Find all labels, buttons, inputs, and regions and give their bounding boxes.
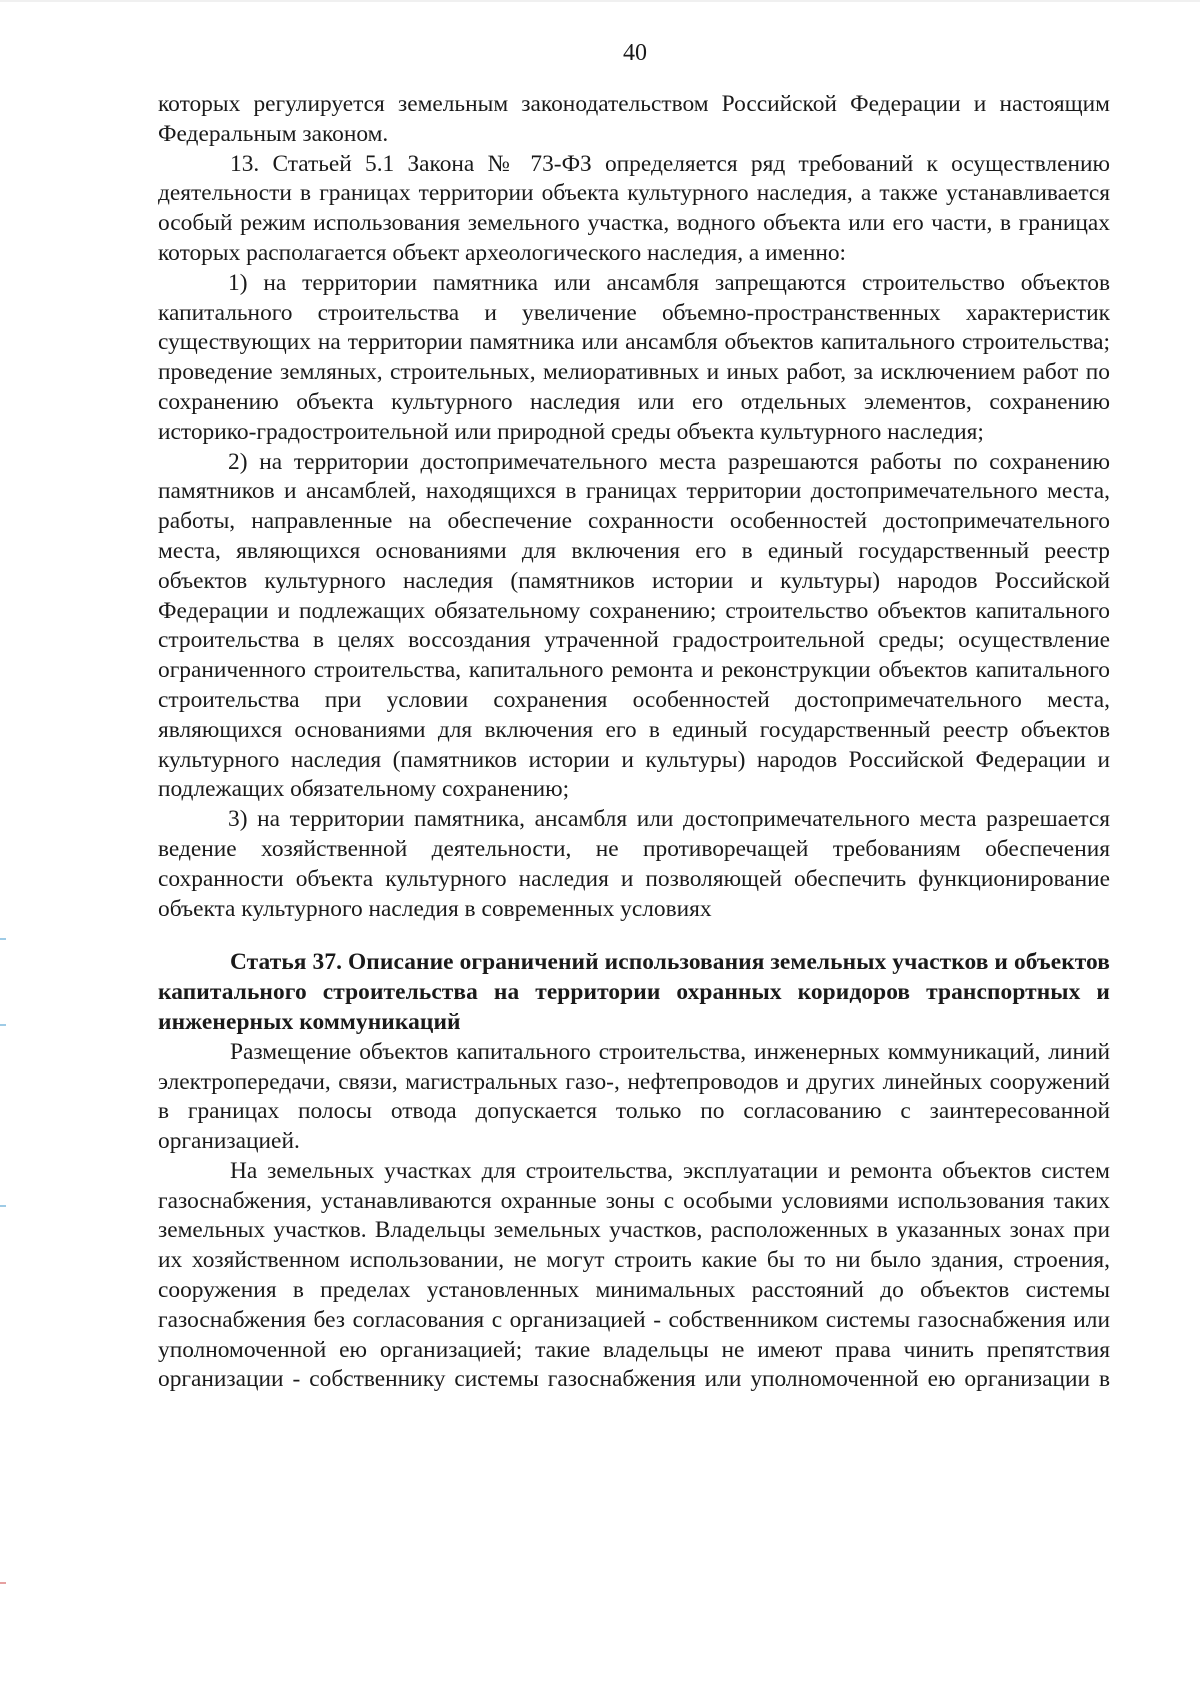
- document-body: [158, 90, 1110, 1395]
- list-item-1: 1) на территории памятника или ансамбля запрещаются строительство объектов капитального строительства и увеличение объемно-пространственных характеристик существующих на территории памятника или ансамбля объектов капитального строительства; проведение земляных, строительных, мелиоративных и иных работ, за исключением работ по сохранению объекта культурного наследия или его отдельных элементов, сохранению историко-градостроительной или природной среды объекта культурного наследия;: [158, 269, 1110, 445]
- article-heading: Статья 37. Описание ограничений использования земельных участков и объектов капитального строительства на территории охранных коридоров транспортных и инженерных коммуникаций: [158, 949, 1110, 1035]
- list-item-2: 2) на территории достопримечательного места разрешаются работы по сохранению памятников и ансамблей, находящихся в границах территории достопримечательного места, работы, направленные на обеспечение сохранности особенностей достопримечательного места, являющихся основаниями для включения его в единый государственный реестр объектов культурного наследия (памятников истории и культуры) народов Российской Федерации и подлежащих обязательному сохранению; строительство объектов капитального строительства в целях воссоздания утраченной градостроительной среды; осуществление ограниченного строительства, капитального ремонта и реконструкции объектов капитального строительства при условии сохранения особенностей достопримечательного места, являющихся основаниями для включения его в единый государственный реестр объектов культурного наследия (памятников истории и культуры) народов Российской Федерации и подлежащих обязательному сохранению;: [158, 448, 1110, 803]
- scan-margin-mark: [0, 1205, 6, 1207]
- list-item-3: 3) на территории памятника, ансамбля или достопримечательного места разрешается ведение хозяйственной деятельности, не противоречащей требованиям обеспечения сохранности объекта культурного наследия и позволяющей обеспечить функционирование объекта культурного наследия в современных условиях: [158, 806, 1110, 922]
- page-number: 40: [623, 40, 647, 66]
- paragraph-continuation: которых регулируется земельным законодательством Российской Федерации и настоящим Федеральным законом.: [158, 91, 1110, 147]
- paragraph-item-13: 13. Статьей 5.1 Закона № 73-ФЗ определяется ряд требований к осуществлению деятельности в границах территории объекта культурного наследия, а также устанавливается особый режим использования земельного участка, водного объекта или его части, в границах которых располагается объект археологического наследия, а именно:: [158, 150, 1110, 266]
- scan-edge: [0, 0, 1200, 2]
- scan-margin-mark: [0, 1582, 6, 1584]
- paragraph-placement: Размещение объектов капитального строительства, инженерных коммуникаций, линий электропередачи, связи, магистральных газо-, нефтепроводов и других линейных сооружений в границах полосы отвода допускается только по согласованию с заинтересованной организацией.: [158, 1038, 1110, 1155]
- scan-margin-mark: [0, 1024, 6, 1026]
- scan-margin-mark: [0, 938, 6, 940]
- paragraph-gas-supply: На земельных участках для строительства, эксплуатации и ремонта объектов систем газоснабжения, устанавливаются охранные зоны с особыми условиями использования таких земельных участков. Владельцы земельных участков, расположенных в указанных зонах при их хозяйственном использовании, не могут строить какие бы то ни было здания, строения, сооружения в пределах установленных минимальных расстояний до объектов системы газоснабжения без согласования с организацией - собственником системы газоснабжения или уполномоченной ею организацией; такие владельцы не имеют права чинить препятствия организации - собственнику системы газоснабжения или уполномоченной ею организации в: [158, 1157, 1110, 1393]
